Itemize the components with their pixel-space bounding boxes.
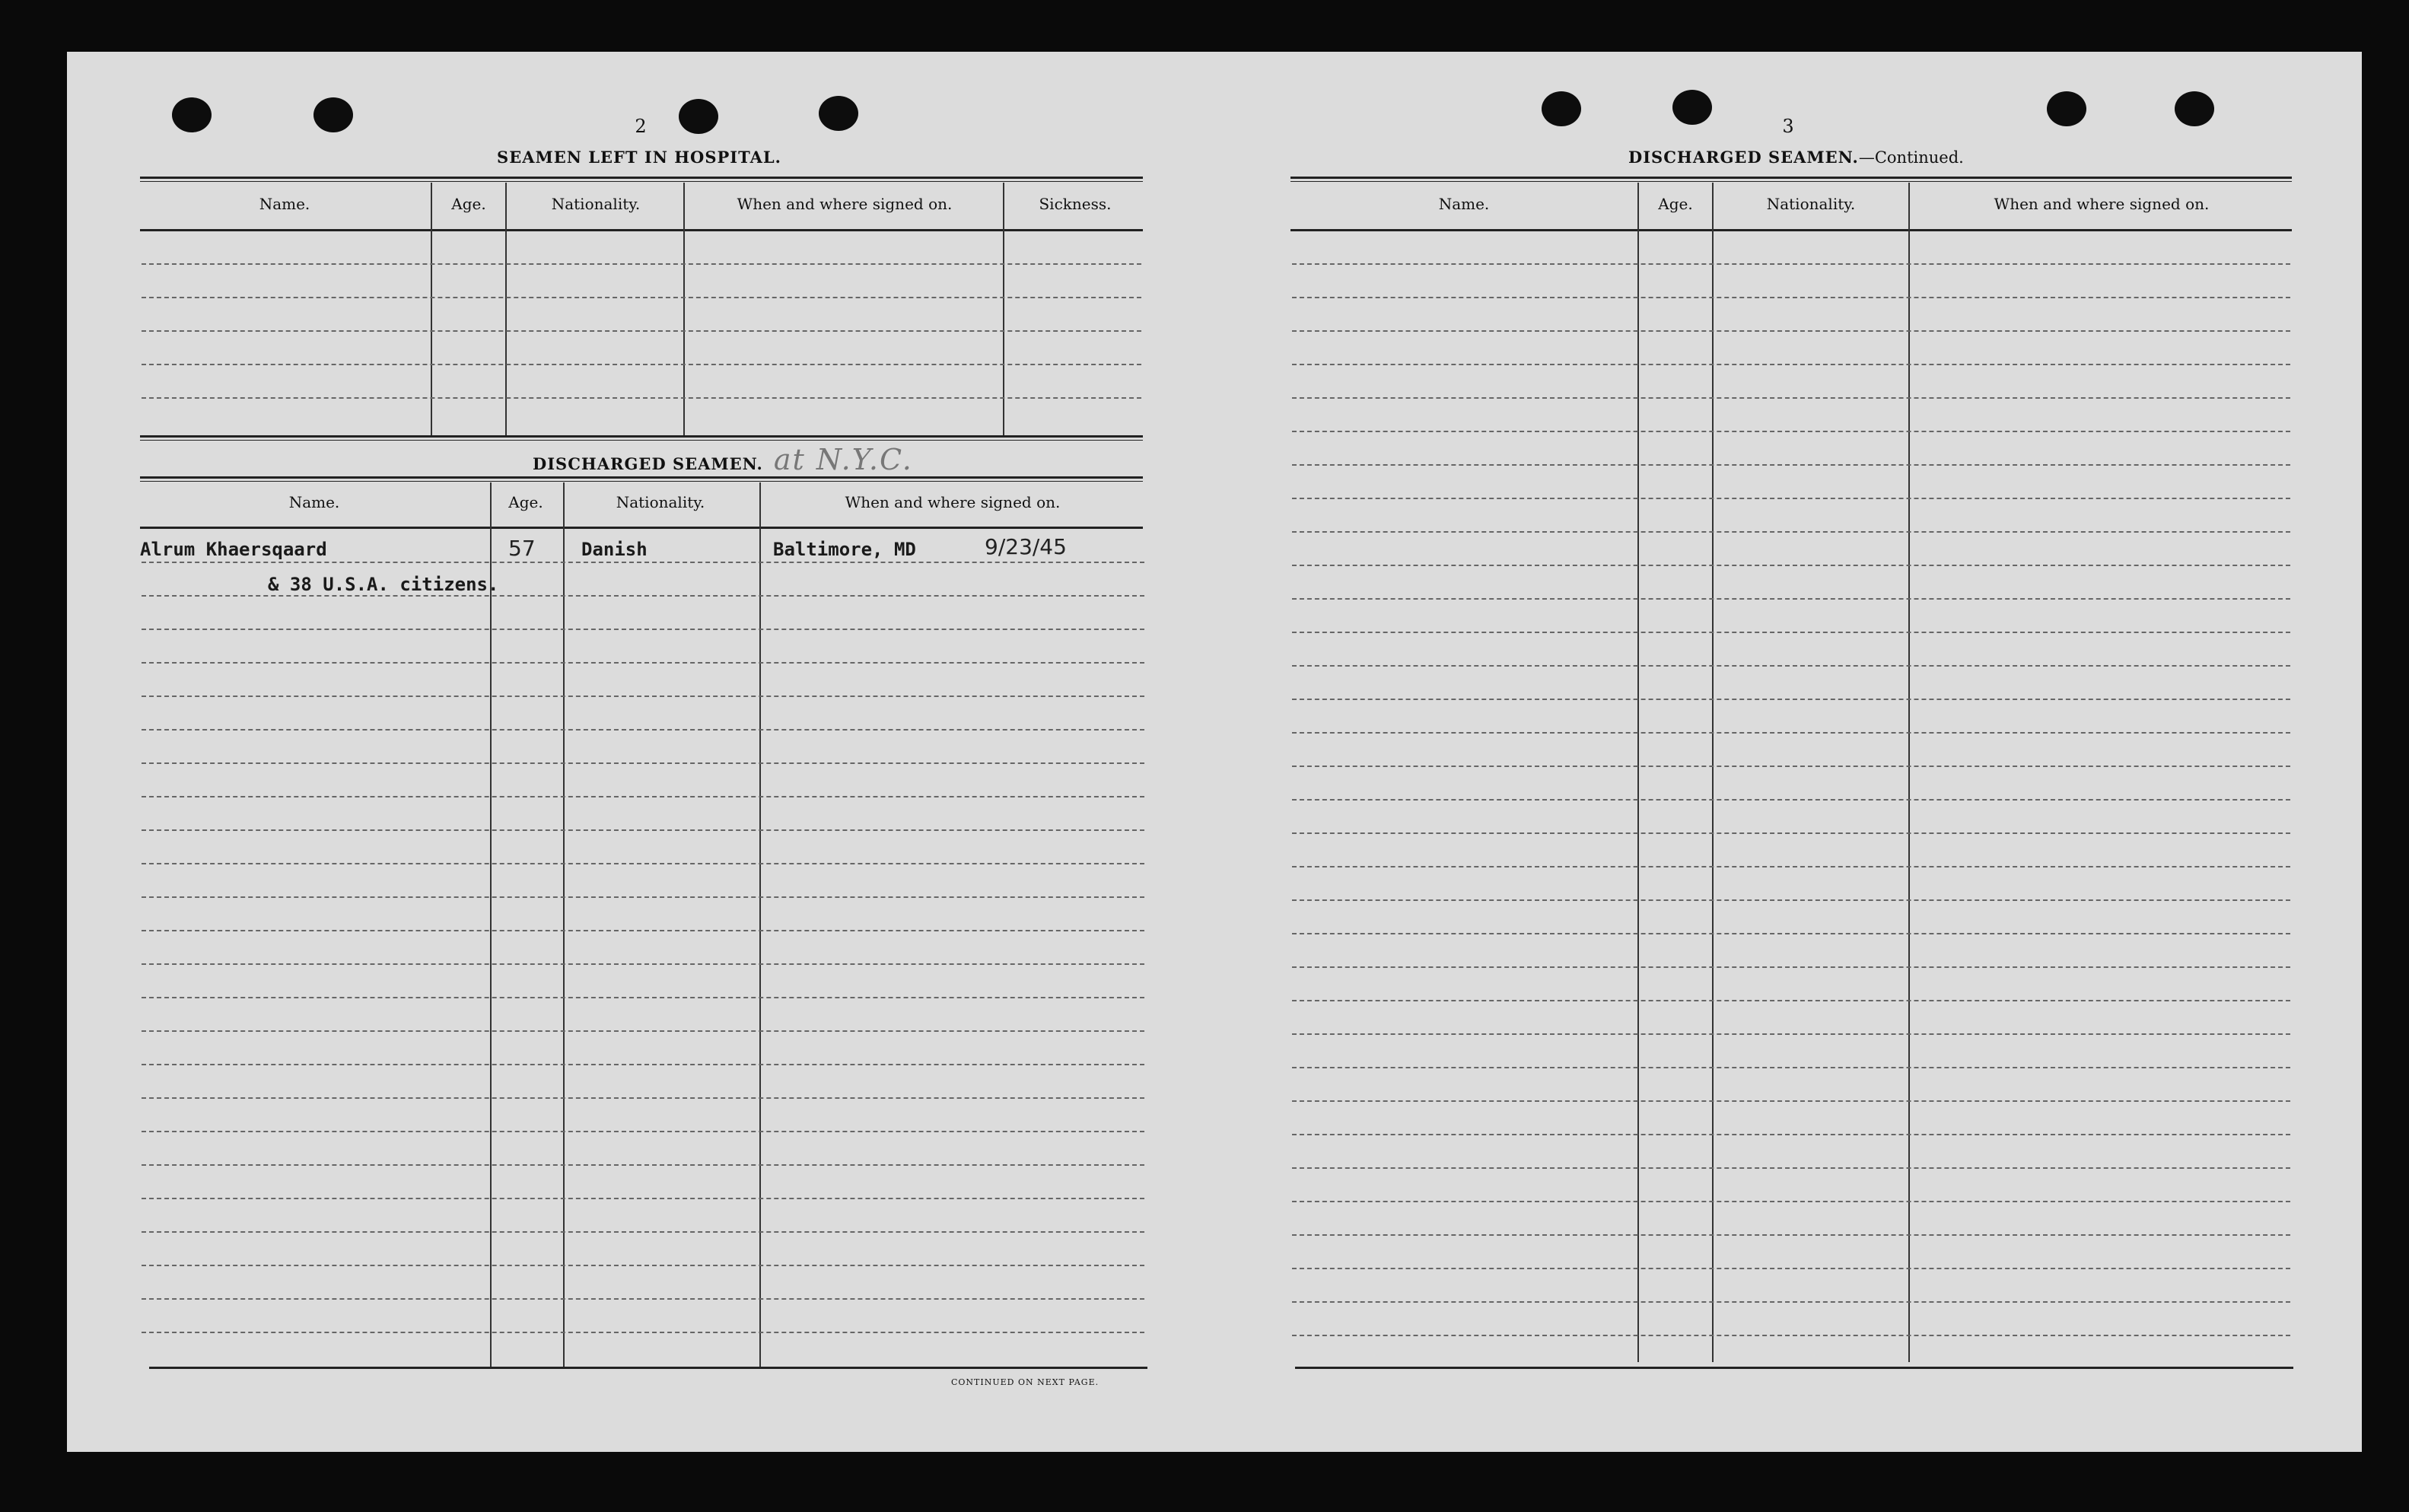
ruled-line	[1292, 364, 2290, 365]
hospital-header-rule	[140, 229, 1143, 231]
discharged-col-divider	[490, 482, 492, 1367]
ruled-line	[1292, 1201, 2290, 1202]
ruled-line	[142, 1097, 1144, 1099]
ruled-line	[142, 997, 1144, 998]
ruled-line	[1292, 431, 2290, 432]
ruled-line	[142, 263, 1141, 265]
seaman-date-1: 9/23/45	[985, 534, 1067, 559]
right-table-top-rule	[1290, 177, 2292, 182]
ruled-line	[1292, 699, 2290, 700]
ruled-line	[142, 662, 1144, 664]
ruled-line	[1292, 1134, 2290, 1135]
ruled-line	[142, 1030, 1144, 1032]
discharged-col-divider	[563, 482, 565, 1367]
hospital-col-sickness: Sickness.	[1039, 195, 1112, 213]
ruled-line	[1292, 1335, 2290, 1336]
ruled-line	[142, 1198, 1144, 1199]
ruled-line	[142, 364, 1141, 365]
discharged-col-signed-on: When and where signed on.	[845, 493, 1061, 511]
right-col-nationality: Nationality.	[1766, 195, 1856, 213]
discharged-col-age: Age.	[508, 493, 543, 511]
ruled-line	[1292, 598, 2290, 600]
ruled-line	[1292, 966, 2290, 968]
discharged-col-nationality: Nationality.	[616, 493, 705, 511]
document-sheet	[67, 52, 2362, 1452]
discharged-col-name: Name.	[288, 493, 340, 511]
ruled-line	[142, 1298, 1144, 1300]
hospital-col-signed-on: When and where signed on.	[737, 195, 953, 213]
ruled-line	[1292, 866, 2290, 867]
ruled-line	[142, 1164, 1144, 1166]
ruled-line	[1292, 933, 2290, 934]
ruled-line	[1292, 1033, 2290, 1035]
right-col-name: Name.	[1438, 195, 1490, 213]
punch-hole	[2175, 91, 2214, 126]
ruled-line	[142, 762, 1144, 764]
discharged-section-title	[533, 443, 913, 476]
ruled-line	[1292, 732, 2290, 734]
hospital-table-bottom-rule	[140, 435, 1143, 441]
right-page-number: 3	[1782, 116, 1794, 137]
ruled-line	[1292, 665, 2290, 667]
ruled-line	[142, 1064, 1144, 1065]
discharged-header-rule	[140, 527, 1143, 529]
ruled-line	[1292, 1268, 2290, 1269]
ruled-line	[142, 796, 1144, 797]
ruled-line	[142, 896, 1144, 898]
seaman-nationality-1: Danish	[581, 539, 648, 560]
ruled-line	[1292, 832, 2290, 834]
ruled-line	[1292, 632, 2290, 633]
handwritten-location-note: at N.Y.C.	[773, 443, 913, 476]
ruled-line	[142, 829, 1144, 831]
ruled-line	[1292, 1301, 2290, 1303]
right-title-text: DISCHARGED SEAMEN.	[1628, 148, 1859, 167]
ruled-line	[1292, 464, 2290, 466]
ruled-line	[1292, 565, 2290, 566]
ruled-line	[142, 863, 1144, 864]
punch-hole	[1672, 90, 1712, 125]
right-title-continued: —Continued.	[1858, 148, 1964, 167]
punch-hole	[172, 97, 212, 132]
continued-footer: CONTINUED ON NEXT PAGE.	[951, 1377, 1099, 1387]
right-col-age: Age.	[1658, 195, 1693, 213]
punch-hole	[679, 99, 718, 134]
ruled-line	[1292, 1234, 2290, 1236]
seaman-signed-on-1: Baltimore, MD	[773, 539, 916, 560]
right-col-divider	[1712, 183, 1714, 1362]
ruled-line	[1292, 766, 2290, 767]
right-col-divider	[1908, 183, 1910, 1362]
discharged-table-top-rule	[140, 476, 1143, 482]
right-col-divider	[1637, 183, 1639, 1362]
ruled-line	[1292, 297, 2290, 298]
punch-hole	[1542, 91, 1581, 126]
ruled-line	[1292, 1100, 2290, 1102]
ruled-line	[142, 729, 1144, 731]
punch-hole	[819, 96, 858, 131]
ruled-line	[142, 1231, 1144, 1233]
ruled-line	[142, 397, 1141, 399]
discharged-table-bottom-rule	[149, 1367, 1147, 1369]
right-page-title	[1628, 148, 1964, 167]
right-table-bottom-rule	[1295, 1367, 2293, 1369]
ruled-line	[1292, 1000, 2290, 1001]
ruled-line	[142, 696, 1144, 697]
ruled-line	[1292, 1167, 2290, 1169]
ruled-line	[1292, 330, 2290, 332]
right-col-signed-on: When and where signed on.	[1994, 195, 2210, 213]
ruled-line	[142, 1131, 1144, 1132]
discharged-col-divider	[759, 482, 761, 1367]
hospital-col-nationality: Nationality.	[551, 195, 641, 213]
ruled-line	[142, 562, 1144, 563]
ruled-line	[142, 930, 1144, 931]
hospital-col-age: Age.	[451, 195, 486, 213]
hospital-section-title: SEAMEN LEFT IN HOSPITAL.	[497, 148, 781, 167]
ruled-line	[1292, 899, 2290, 901]
punch-hole	[2047, 91, 2086, 126]
ruled-line	[142, 595, 1144, 597]
right-header-rule	[1290, 229, 2292, 231]
ruled-line	[142, 1265, 1144, 1266]
ruled-line	[1292, 1067, 2290, 1068]
ruled-line	[1292, 397, 2290, 399]
ruled-line	[142, 1332, 1144, 1333]
ruled-line	[1292, 498, 2290, 499]
seaman-name-1: Alrum Khaersqaard	[140, 539, 327, 560]
punch-hole	[313, 97, 353, 132]
seaman-name-2: & 38 U.S.A. citizens.	[268, 574, 499, 595]
left-page-number: 2	[635, 116, 647, 137]
seaman-age-1: 57	[508, 536, 536, 561]
ruled-line	[1292, 263, 2290, 265]
ruled-line	[142, 297, 1141, 298]
ruled-line	[1292, 799, 2290, 801]
discharged-title-text: DISCHARGED SEAMEN.	[533, 454, 763, 473]
ruled-line	[142, 963, 1144, 965]
hospital-col-name: Name.	[259, 195, 310, 213]
ruled-line	[142, 330, 1141, 332]
ruled-line	[1292, 531, 2290, 533]
hospital-table-top-rule	[140, 177, 1143, 182]
ruled-line	[142, 629, 1144, 630]
